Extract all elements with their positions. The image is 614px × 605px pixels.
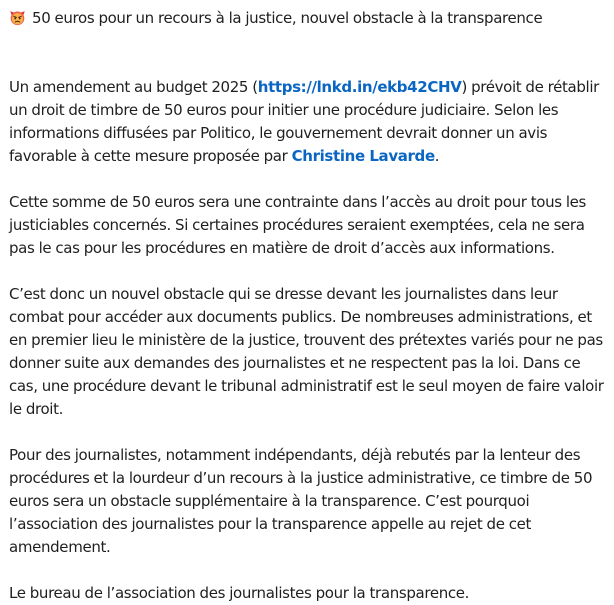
post-title: 50 euros pour un recours à la justice, nouvel obstacle à la transparence: [32, 9, 543, 27]
paragraph-4: Pour des journalistes, notamment indépendants, déjà rebutés par la lenteur des procédures et la lourdeur d’un recours à la justice administrative, ce timbre de 50 euros sera un obstacle supplémentaire à la transparence. C’est pourquoi l’association des journalistes pour la transparence appelle au rejet de cet amendement.: [9, 446, 593, 556]
signature: Le bureau de l’association des journalistes pour la transparence.: [9, 584, 470, 602]
paragraph-1: [9, 76, 608, 168]
paragraph-2: Cette somme de 50 euros sera une contrainte dans l’accès au droit pour tous les justiciables concernés. Si certaines procédures seraient exemptées, cela ne sera pas le cas pour les procédures en matière de droit d’accès aux informations.: [9, 193, 586, 257]
mention-christine-lavarde[interactable]: Christine Lavarde: [291, 147, 435, 165]
angry-face-icon: [9, 9, 26, 26]
shortened-link[interactable]: https://lnkd.in/ekb42CHV: [257, 78, 462, 96]
post-title-line: [9, 7, 608, 30]
paragraph-1-text-a: Un amendement au budget 2025 (: [9, 78, 258, 96]
spacer: [9, 260, 608, 283]
spacer: [9, 421, 608, 444]
spacer: [9, 559, 608, 582]
spacer: [9, 168, 608, 191]
spacer: [9, 53, 608, 76]
paragraph-3: C’est donc un nouvel obstacle qui se dresse devant les journalistes dans leur combat pour accéder aux documents publics. De nombreuses administrations, et en premier lieu le ministère de la justice, trouvent des prétextes variés pour ne pas donner suite aux demandes des journalistes et ne respectent pas la loi. Dans ce cas, une procédure devant le tribunal administratif est le seul moyen de faire valoir le droit.: [9, 285, 604, 418]
paragraph-1-text-b: ) prévoit de rétablir un droit de timbre de 50 euros pour initier une procédure judiciaire. Selon les informations diffusées par Politico, le gouvernement devrait donner un avis favorable à cette mesure proposée par: [9, 78, 599, 165]
paragraph-1-text-c: .: [434, 147, 440, 165]
